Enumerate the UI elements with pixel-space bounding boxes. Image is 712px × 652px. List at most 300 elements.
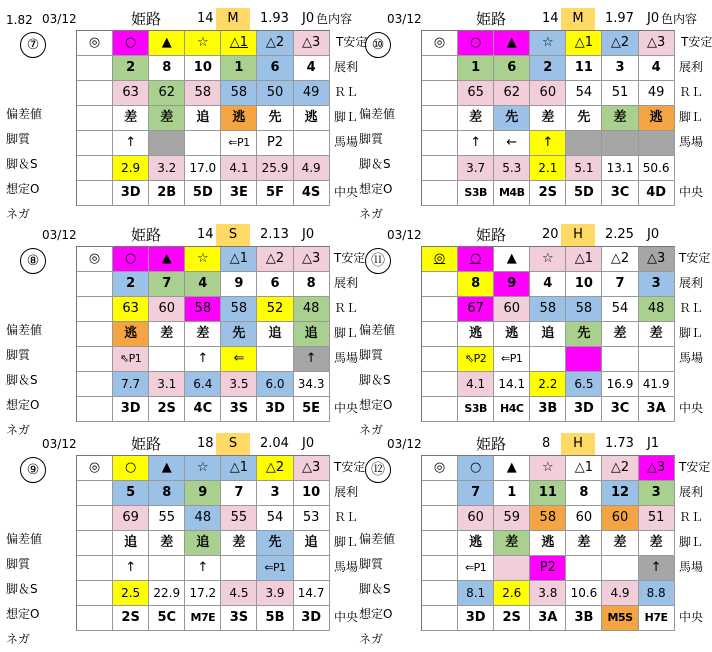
grid-cell (149, 131, 185, 156)
grid-cell (77, 322, 113, 347)
grid-cell: ▲ (494, 456, 530, 481)
grid-cell: 差 (185, 322, 221, 347)
grid-cell: 60 (458, 506, 494, 531)
grid-cell: 追 (530, 322, 566, 347)
race-date: 03/12 (387, 437, 422, 451)
grid-cell: 51 (602, 81, 638, 106)
grid-cell (149, 347, 185, 372)
row-label: 脚＆S (6, 373, 38, 387)
grid-row (422, 456, 675, 481)
grid-cell: 2 (530, 56, 566, 81)
row-label: 想定O (6, 182, 40, 196)
prediction-grid (76, 455, 330, 631)
grid-cell: 3.9 (257, 581, 293, 606)
grid-cell: 58 (221, 81, 257, 106)
row-label: 脚＆S (359, 373, 391, 387)
grid-cell: 7 (221, 481, 257, 506)
grid-cell: △1 (566, 247, 602, 272)
grid-row (77, 581, 330, 606)
grid-cell: 5 (113, 481, 149, 506)
race-jockey: J0 (647, 11, 660, 26)
row-label: ネガ (6, 423, 31, 437)
row-label: ネガ (359, 207, 384, 221)
grid-cell: M4B (494, 181, 530, 206)
grid-cell: 3.1 (149, 372, 185, 397)
row-side-label: 展利 (334, 276, 359, 290)
grid-cell: 2.2 (530, 372, 566, 397)
grid-row (422, 297, 675, 322)
race-number: ⑪ (365, 248, 391, 274)
grid-row (77, 181, 330, 206)
grid-cell: ○ (113, 247, 149, 272)
grid-cell (422, 297, 458, 322)
grid-row (422, 506, 675, 531)
grid-cell: 10.6 (566, 581, 602, 606)
grid-row (77, 556, 330, 581)
grid-cell: H4C (494, 397, 530, 422)
grid-cell: H7E (639, 606, 675, 631)
grid-cell: ☆ (185, 456, 221, 481)
grid-cell (77, 372, 113, 397)
grid-cell: 3 (602, 56, 638, 81)
grid-cell: 60 (494, 297, 530, 322)
grid-cell: 6.0 (257, 372, 293, 397)
grid-cell: 差 (458, 106, 494, 131)
grid-cell: 差 (494, 531, 530, 556)
grid-cell: 11 (530, 481, 566, 506)
grid-cell: ◎ (422, 31, 458, 56)
row-label: 偏差値 (6, 107, 43, 121)
grid-cell: 12 (602, 481, 638, 506)
grid-cell: 54 (257, 506, 293, 531)
grid-cell (77, 531, 113, 556)
grid-cell: △2 (602, 31, 638, 56)
grid-cell: 3 (639, 272, 675, 297)
row-side-label: T安定 (679, 251, 711, 265)
grid-cell (422, 156, 458, 181)
grid-cell: 差 (602, 106, 638, 131)
grid-cell: M5S (602, 606, 638, 631)
grid-cell: 60 (602, 506, 638, 531)
grid-cell: 48 (294, 297, 330, 322)
race-track: 姫路 (476, 226, 507, 244)
grid-cell: 10 (294, 481, 330, 506)
grid-cell: △1 (221, 31, 257, 56)
grid-cell: ↑ (113, 556, 149, 581)
grid-row (422, 181, 675, 206)
grid-cell: 4.5 (221, 581, 257, 606)
race-date: 03/12 (387, 228, 422, 242)
grid-cell: 55 (149, 506, 185, 531)
race-field-count: 8 (542, 436, 551, 451)
grid-row (77, 247, 330, 272)
race-odds: 2.13 (260, 227, 289, 242)
grid-cell: 3.5 (221, 372, 257, 397)
row-side-label: ＲＬ (679, 85, 704, 99)
column-header-label: 色内容 (316, 12, 353, 26)
grid-cell (77, 106, 113, 131)
row-side-label: 展利 (334, 485, 359, 499)
grid-row (422, 131, 675, 156)
grid-cell: 差 (149, 322, 185, 347)
grid-cell: 3D (458, 606, 494, 631)
grid-cell: 差 (602, 322, 638, 347)
grid-cell: 49 (294, 81, 330, 106)
row-label: 脚質 (359, 348, 384, 362)
grid-cell: △2 (602, 456, 638, 481)
grid-cell: 8 (566, 481, 602, 506)
grid-cell: 60 (566, 506, 602, 531)
grid-cell: ↑ (185, 556, 221, 581)
grid-cell: 3B (530, 397, 566, 422)
grid-cell: 先 (221, 322, 257, 347)
prediction-grid (421, 246, 675, 422)
grid-cell: 差 (113, 106, 149, 131)
grid-cell: 22.9 (149, 581, 185, 606)
grid-cell: ⇐P1 (458, 556, 494, 581)
grid-cell: 2S (530, 181, 566, 206)
grid-cell: 8 (149, 481, 185, 506)
grid-cell (221, 556, 257, 581)
grid-cell: ◎ (422, 247, 458, 272)
grid-cell: 3D (566, 397, 602, 422)
grid-cell: 4C (185, 397, 221, 422)
row-side-label: T安定 (336, 35, 368, 49)
race-odds: 2.25 (605, 227, 634, 242)
grid-cell: 59 (494, 506, 530, 531)
grid-cell: 2B (149, 181, 185, 206)
grid-cell: ○ (458, 247, 494, 272)
grid-cell: 8 (458, 272, 494, 297)
grid-row (77, 272, 330, 297)
race-number: ⑩ (365, 32, 391, 58)
grid-cell: △3 (639, 31, 675, 56)
race-track: 姫路 (131, 226, 162, 244)
grid-cell: 8.8 (639, 581, 675, 606)
grid-cell: 49 (639, 81, 675, 106)
grid-row (422, 56, 675, 81)
grid-cell: △2 (257, 456, 293, 481)
grid-cell (566, 347, 602, 372)
row-side-label: 馬場 (679, 351, 704, 365)
race-field-count: 14 (197, 11, 214, 26)
grid-cell: 8 (294, 272, 330, 297)
grid-cell: ◎ (422, 456, 458, 481)
row-side-label: T安定 (681, 35, 712, 49)
row-label: 脚質 (6, 557, 31, 571)
race-odds: 1.93 (260, 11, 289, 26)
grid-cell: 6.4 (185, 372, 221, 397)
grid-cell: 16.9 (602, 372, 638, 397)
grid-cell (77, 481, 113, 506)
grid-cell: 3D (113, 397, 149, 422)
grid-cell: 7 (602, 272, 638, 297)
grid-row (422, 106, 675, 131)
grid-cell: 67 (458, 297, 494, 322)
row-side-label: 馬場 (334, 135, 359, 149)
grid-cell: 差 (639, 322, 675, 347)
race-date: 03/12 (42, 437, 77, 451)
grid-cell: 17.0 (185, 156, 221, 181)
grid-row (77, 481, 330, 506)
grid-cell: 3C (602, 397, 638, 422)
grid-cell: 7.7 (113, 372, 149, 397)
grid-cell: △1 (566, 31, 602, 56)
row-side-label: 馬場 (334, 351, 359, 365)
row-side-label: ＲＬ (679, 301, 704, 315)
grid-cell: 48 (639, 297, 675, 322)
grid-cell (422, 56, 458, 81)
grid-cell: ◎ (77, 456, 113, 481)
grid-cell (602, 131, 638, 156)
grid-cell (422, 322, 458, 347)
column-header-label: 色内容 (661, 12, 698, 26)
grid-cell (422, 481, 458, 506)
grid-cell: 2S (494, 606, 530, 631)
grid-cell: 差 (530, 106, 566, 131)
grid-cell: 14.7 (294, 581, 330, 606)
grid-row (77, 322, 330, 347)
grid-cell (149, 556, 185, 581)
grid-cell: ▲ (149, 31, 185, 56)
grid-cell: 追 (257, 322, 293, 347)
grid-cell (77, 131, 113, 156)
grid-cell: 10 (185, 56, 221, 81)
grid-cell: 8 (149, 56, 185, 81)
corner-value: 1.82 (6, 13, 33, 27)
row-side-label: 馬場 (334, 560, 359, 574)
race-track: 姫路 (131, 435, 162, 453)
grid-cell: ↑ (639, 556, 675, 581)
grid-cell (422, 181, 458, 206)
grid-cell: △3 (294, 31, 330, 56)
race-number: ⑦ (20, 32, 46, 58)
grid-cell: 逃 (294, 106, 330, 131)
grid-cell (422, 106, 458, 131)
grid-row (77, 372, 330, 397)
race-field-count: 20 (542, 227, 559, 242)
row-label: 脚＆S (6, 157, 38, 171)
row-label: 想定O (6, 607, 40, 621)
grid-cell (294, 131, 330, 156)
race-grade-badge: H (561, 433, 595, 455)
grid-cell: ○ (458, 31, 494, 56)
grid-cell (77, 156, 113, 181)
row-label: 偏差値 (359, 107, 396, 121)
race-panel (359, 433, 711, 646)
grid-cell: 9 (221, 272, 257, 297)
row-label: 偏差値 (359, 532, 396, 546)
grid-cell (639, 347, 675, 372)
grid-cell: 4.9 (602, 581, 638, 606)
grid-cell: 5B (257, 606, 293, 631)
grid-cell: ⇐P1 (257, 556, 293, 581)
grid-cell: 追 (294, 531, 330, 556)
grid-cell: 2S (113, 606, 149, 631)
row-label: 脚＆S (359, 157, 391, 171)
grid-row (77, 81, 330, 106)
row-side-label: 展利 (679, 276, 704, 290)
grid-cell: 3S (221, 397, 257, 422)
row-side-label: 中央 (679, 610, 704, 624)
grid-cell: 2.6 (494, 581, 530, 606)
grid-cell: 13.1 (602, 156, 638, 181)
grid-cell: 2 (113, 56, 149, 81)
grid-cell (77, 272, 113, 297)
grid-cell (77, 181, 113, 206)
row-side-label: T安定 (334, 251, 366, 265)
grid-row (77, 347, 330, 372)
grid-cell: ↑ (294, 347, 330, 372)
grid-cell: ← (494, 131, 530, 156)
grid-cell: 58 (221, 297, 257, 322)
row-side-label: ＲＬ (334, 510, 359, 524)
grid-cell (602, 556, 638, 581)
grid-row (77, 56, 330, 81)
grid-cell (257, 347, 293, 372)
grid-cell: 6.5 (566, 372, 602, 397)
grid-cell: 4 (530, 272, 566, 297)
grid-cell: ⇖P1 (113, 347, 149, 372)
grid-cell: 4.1 (221, 156, 257, 181)
grid-cell: ⇐P1 (494, 347, 530, 372)
row-label: ネガ (6, 207, 31, 221)
race-grade-badge: M (216, 8, 250, 30)
race-track: 姫路 (476, 10, 507, 28)
grid-row (422, 531, 675, 556)
grid-row (422, 156, 675, 181)
row-side-label: 脚Ｌ (334, 110, 359, 124)
row-side-label: ＲＬ (679, 510, 704, 524)
grid-row (422, 397, 675, 422)
row-label: 想定O (6, 398, 40, 412)
grid-cell (77, 81, 113, 106)
grid-cell: 3C (602, 181, 638, 206)
race-panel (6, 224, 366, 437)
grid-cell: 50.6 (639, 156, 675, 181)
grid-cell: ↑ (113, 131, 149, 156)
grid-cell: 6 (257, 272, 293, 297)
race-track: 姫路 (476, 435, 507, 453)
race-jockey: J1 (647, 436, 660, 451)
grid-cell: △3 (294, 247, 330, 272)
grid-row (77, 106, 330, 131)
grid-cell: 34.3 (294, 372, 330, 397)
grid-cell (422, 606, 458, 631)
grid-cell: △1 (566, 456, 602, 481)
row-side-label: 脚Ｌ (679, 110, 704, 124)
row-label: 偏差値 (359, 323, 396, 337)
grid-row (422, 322, 675, 347)
grid-row (77, 297, 330, 322)
grid-cell: △1 (221, 456, 257, 481)
grid-cell: 逃 (494, 322, 530, 347)
prediction-grid (76, 30, 330, 206)
grid-row (422, 347, 675, 372)
race-odds: 1.73 (605, 436, 634, 451)
grid-cell: P2 (530, 556, 566, 581)
row-label: 脚質 (6, 348, 31, 362)
grid-cell: 3 (639, 481, 675, 506)
grid-row (77, 506, 330, 531)
grid-cell: 50 (257, 81, 293, 106)
grid-cell: 2.5 (113, 581, 149, 606)
grid-cell: 1 (494, 481, 530, 506)
grid-cell: 逃 (221, 106, 257, 131)
row-label: ネガ (359, 632, 384, 646)
grid-cell (422, 372, 458, 397)
grid-cell: 52 (257, 297, 293, 322)
grid-cell: 逃 (639, 106, 675, 131)
grid-row (77, 531, 330, 556)
grid-cell: 先 (566, 106, 602, 131)
grid-cell: ○ (113, 456, 149, 481)
grid-cell (294, 556, 330, 581)
grid-cell: ☆ (530, 456, 566, 481)
grid-cell: 5C (149, 606, 185, 631)
grid-cell: 5D (566, 181, 602, 206)
grid-cell: 5E (294, 397, 330, 422)
grid-cell: 3 (257, 481, 293, 506)
grid-cell (422, 506, 458, 531)
grid-cell: △2 (257, 247, 293, 272)
grid-cell: ⇐ (221, 347, 257, 372)
race-grade-badge: M (561, 8, 595, 30)
grid-cell: ◎ (77, 31, 113, 56)
race-jockey: J0 (302, 227, 315, 242)
grid-cell: 11 (566, 56, 602, 81)
grid-row (77, 606, 330, 631)
grid-cell: 41.9 (639, 372, 675, 397)
grid-cell: 3A (530, 606, 566, 631)
grid-cell: ☆ (185, 247, 221, 272)
grid-cell: 58 (530, 506, 566, 531)
grid-cell: 1 (221, 56, 257, 81)
race-grade-badge: S (216, 433, 250, 455)
grid-cell: 55 (221, 506, 257, 531)
row-side-label: 中央 (679, 401, 704, 415)
grid-cell (566, 556, 602, 581)
prediction-grid (421, 30, 675, 206)
grid-cell: △3 (639, 247, 675, 272)
row-label: 脚＆S (359, 582, 391, 596)
grid-cell (185, 131, 221, 156)
grid-cell (422, 581, 458, 606)
grid-cell: 2 (113, 272, 149, 297)
grid-row (422, 272, 675, 297)
grid-cell: 7 (149, 272, 185, 297)
race-date: 03/12 (42, 228, 77, 242)
grid-cell: 追 (185, 106, 221, 131)
row-side-label: 中央 (679, 185, 704, 199)
grid-cell: 3.8 (530, 581, 566, 606)
grid-cell: 3D (113, 181, 149, 206)
grid-cell (422, 131, 458, 156)
row-label: ネガ (6, 632, 31, 646)
row-side-label: 中央 (334, 610, 359, 624)
grid-cell: 8.1 (458, 581, 494, 606)
grid-cell: 先 (257, 106, 293, 131)
grid-cell (530, 347, 566, 372)
grid-cell: 逃 (458, 531, 494, 556)
grid-cell: ☆ (530, 247, 566, 272)
grid-cell: 2.1 (530, 156, 566, 181)
grid-cell: 4.1 (458, 372, 494, 397)
grid-cell: 62 (494, 81, 530, 106)
grid-cell: 58 (566, 297, 602, 322)
race-odds: 2.04 (260, 436, 289, 451)
grid-row (422, 247, 675, 272)
